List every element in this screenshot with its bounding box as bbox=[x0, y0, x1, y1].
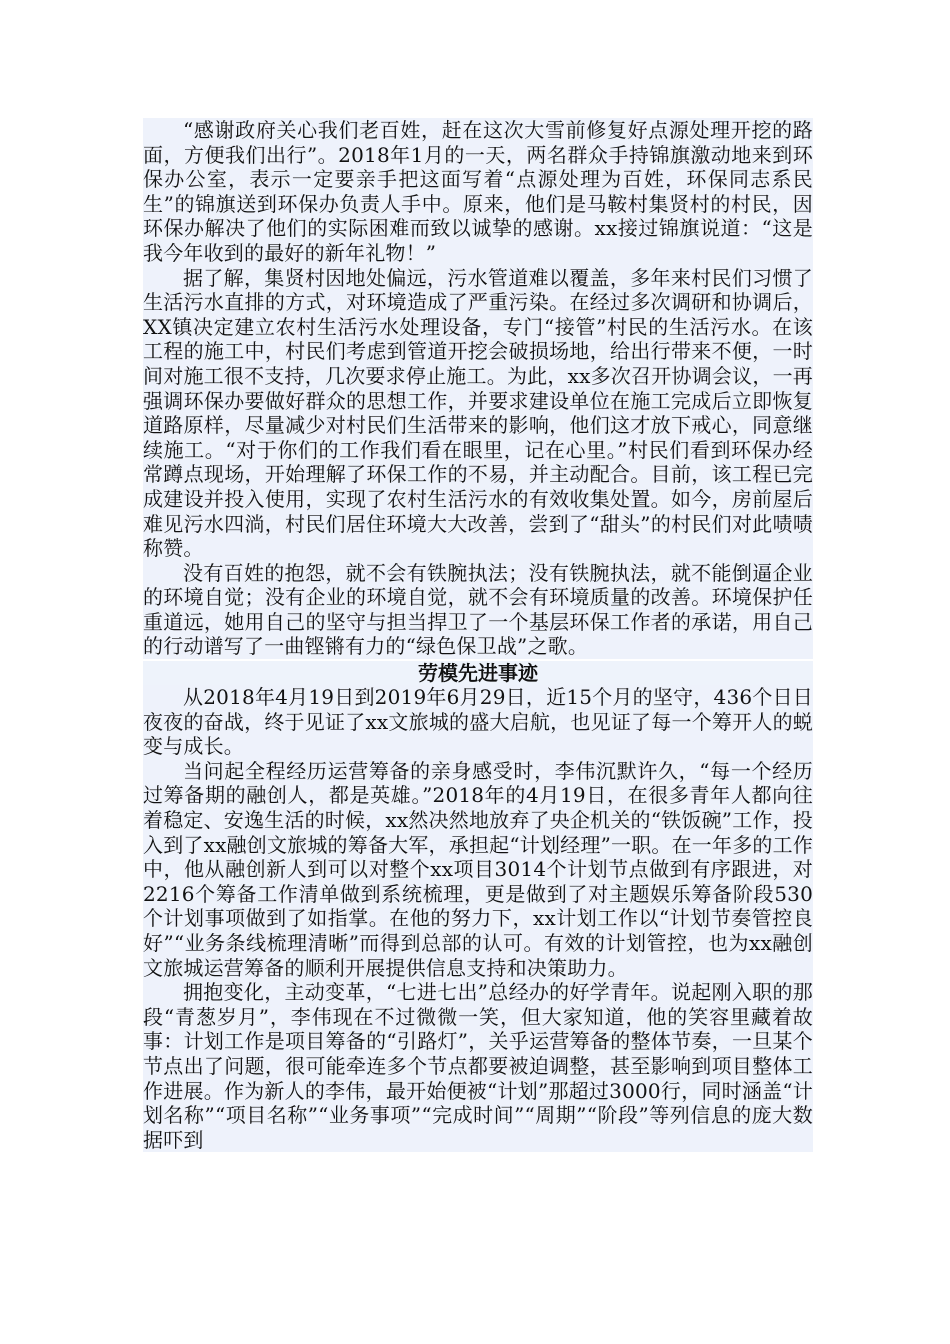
document-page bbox=[143, 118, 813, 1152]
section-title: 劳模先进事迹 bbox=[143, 661, 813, 685]
paragraph: 从2018年4月19日到2019年6月29日，近15个月的坚守，436个日日夜夜的奋战，终于见证了xx文旅城的盛大启航，也见证了每一个筹开人的蜕变与成长。 bbox=[143, 685, 813, 759]
paragraph: 当问起全程经历运营筹备的亲身感受时，李伟沉默许久，“每一个经历过筹备期的融创人，都是英雄。”2018年的4月19日，在很多青年人都向往着稳定、安逸生活的时候，xx然决然地放弃了央企机关的“铁饭碗”工作，投入到了xx融创文旅城的筹备大军，承担起“计划经理”一职。在一年多的工作中，他从融创新人到可以对整个xx项目3014个计划节点做到有序跟进，对2216个筹备工作清单做到系统梳理，更是做到了对主题娱乐筹备阶段530个计划事项做到了如指掌。在他的努力下，xx计划工作以“计划节奏管控良好”“业务条线梳理清晰”而得到总部的认可。有效的计划管控，也为xx融创文旅城运营筹备的顺利开展提供信息支持和决策助力。 bbox=[143, 758, 814, 980]
paragraph: “感谢政府关心我们老百姓，赶在这次大雪前修复好点源处理开挖的路面，方便我们出行”。2018年1月的一天，两名群众手持锦旗激动地来到环保办公室，表示一定要亲手把这面写着“点源处理为百姓，环保同志系民生”的锦旗送到环保办负责人手中。原来，他们是马鞍村集贤村的村民，因环保办解决了他们的实际困难而致以诚挚的感谢。xx接过锦旗说道：“这是我今年收到的最好的新年礼物！” bbox=[143, 118, 813, 265]
paragraph: 没有百姓的抱怨，就不会有铁腕执法；没有铁腕执法，就不能倒逼企业的环境自觉；没有企业的环境自觉，就不会有环境质量的改善。环境保护任重道远，她用自己的坚守与担当捍卫了一个基层环保工作者的承诺，用自己的行动谱写了一曲铿锵有力的“绿色保卫战”之歌。 bbox=[143, 560, 813, 659]
paragraph: 拥抱变化，主动变革，“七进七出”总经办的好学青年。说起刚入职的那段“青葱岁月”，李伟现在不过微微一笑，但大家知道，他的笑容里藏着故事：计划工作是项目筹备的“引路灯”，关乎运营筹备的整体节奏，一旦某个节点出了问题，很可能牵连多个节点都要被迫调整，甚至影响到项目整体工作进展。作为新人的李伟，最开始便被“计划”那超过3000行，同时涵盖“计划名称”“项目名称”“业务事项”“完成时间”“周期”“阶段”等列信息的庞大数据吓到 bbox=[143, 980, 813, 1152]
paragraph: 据了解，集贤村因地处偏远，污水管道难以覆盖，多年来村民们习惯了生活污水直排的方式，对环境造成了严重污染。在经过多次调研和协调后，XX镇决定建立农村生活污水处理设备，专门“接管”村民的生活污水。在该工程的施工中，村民们考虑到管道开挖会破损场地，给出行带来不便，一时间对施工很不支持，几次要求停止施工。为此，xx多次召开协调会议，一再强调环保办要做好群众的思想工作，并要求建设单位在施工完成后立即恢复道路原样，尽量减少对村民们生活带来的影响，他们这才放下戒心，同意继续施工。“对于你们的工作我们看在眼里，记在心里。”村民们看到环保办经常蹲点现场，开始理解了环保工作的不易，并主动配合。目前，该工程已完成建设并投入使用，实现了农村生活污水的有效收集处置。如今，房前屋后难见污水四淌，村民们居住环境大大改善，尝到了“甜头”的村民们对此啧啧称赞。 bbox=[143, 265, 813, 561]
